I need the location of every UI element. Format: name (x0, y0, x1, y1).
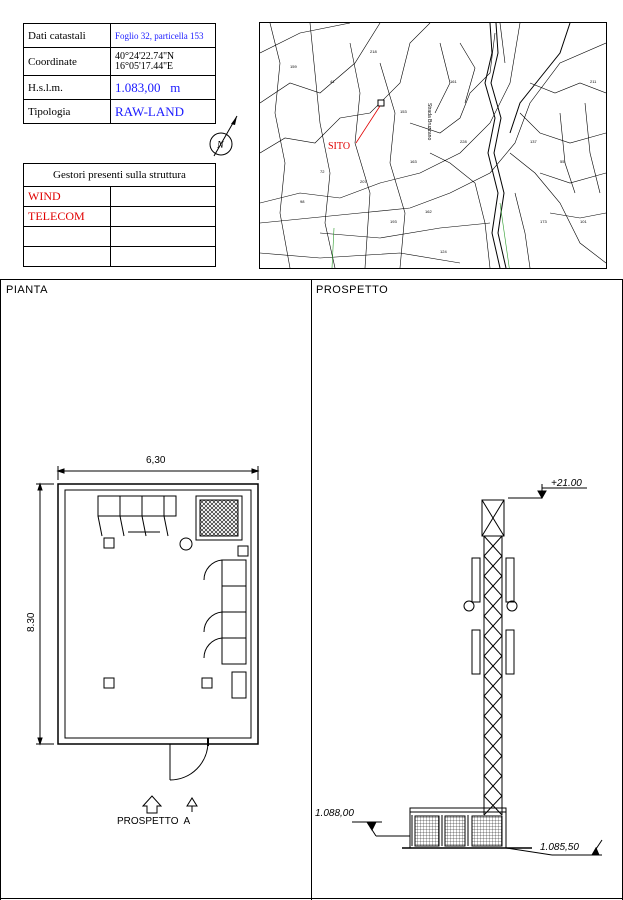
map-drawing (260, 23, 606, 268)
operator-row (24, 187, 216, 207)
svg-text:161: 161 (450, 79, 457, 84)
north-label: N (217, 140, 224, 151)
site-label: SITO (328, 141, 351, 152)
svg-text:137: 137 (530, 139, 537, 144)
svg-text:98: 98 (300, 199, 305, 204)
info-label: Tipologia (24, 100, 111, 124)
cadastral-map (259, 22, 607, 269)
svg-text:41: 41 (330, 79, 335, 84)
svg-text:218: 218 (370, 49, 377, 54)
svg-text:173: 173 (540, 219, 547, 224)
svg-text:72: 72 (320, 169, 325, 174)
svg-text:55: 55 (560, 159, 565, 164)
info-row (24, 76, 216, 100)
svg-text:207: 207 (360, 179, 367, 184)
svg-text:163: 163 (410, 159, 417, 164)
base-elevation-left: 1.088,00 (315, 808, 354, 819)
info-label: H.s.l.m. (24, 76, 111, 100)
svg-text:101: 101 (580, 219, 587, 224)
svg-text:193: 193 (390, 219, 397, 224)
info-row (24, 100, 216, 124)
floor-plan-drawing (0, 440, 311, 840)
svg-text:159: 159 (290, 64, 297, 69)
operator-name: WIND (24, 187, 111, 207)
prospetto-title: PROSPETTO (316, 284, 389, 296)
info-row (24, 48, 216, 76)
road-label: Strada Bruzzano (426, 103, 432, 141)
info-label: Dati catastali (24, 24, 111, 48)
info-value: RAW-LAND (111, 100, 216, 124)
info-value: Foglio 32, particella 153 (111, 24, 216, 48)
height-dimension: 8.30 (26, 612, 37, 632)
longitude-value: 16°05'17.44''E (115, 60, 174, 72)
svg-text:153: 153 (400, 109, 407, 114)
latitude-value: 40°24'22.74''N (115, 50, 175, 62)
info-row (24, 24, 216, 48)
pianta-title: PIANTA (6, 284, 48, 296)
top-elevation: +21.00 (551, 478, 582, 489)
operator-name (24, 227, 111, 247)
operators-table (23, 163, 216, 267)
info-value (111, 48, 216, 76)
cadastral-info-table (23, 23, 216, 124)
info-value: 1.083,00 m (111, 76, 216, 100)
operator-row (24, 227, 216, 247)
operator-row (24, 247, 216, 267)
base-elevation-right: 1.085,50 (540, 842, 579, 853)
operator-name (24, 247, 111, 267)
north-arrow-icon (204, 112, 244, 160)
svg-text:211: 211 (590, 79, 597, 84)
svg-text:162: 162 (425, 209, 432, 214)
prospetto-a-label: PROSPETTO A (117, 816, 191, 827)
operator-name: TELECOM (24, 207, 111, 227)
info-label: Coordinate (24, 48, 111, 76)
svg-text:124: 124 (440, 249, 447, 254)
operator-row (24, 207, 216, 227)
svg-text:228: 228 (460, 139, 467, 144)
width-dimension: 6,30 (146, 455, 166, 466)
operators-title: Gestori presenti sulla struttura (24, 164, 216, 187)
tower-elevation-drawing (312, 460, 622, 880)
